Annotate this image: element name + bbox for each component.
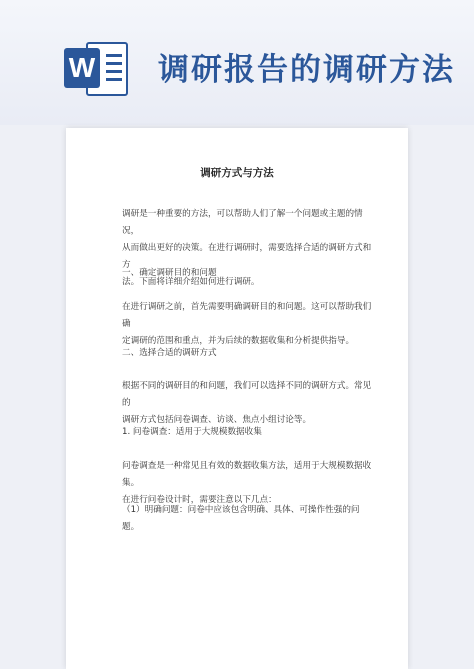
word-icon (64, 38, 130, 100)
text-line: 1. 问卷调查：适用于大规模数据收集 (122, 427, 262, 437)
section-heading-2 (122, 345, 372, 362)
document-page (66, 128, 408, 669)
subsection-heading-1 (122, 424, 372, 441)
text-line: 根据不同的调研目的和问题，我们可以选择不同的调研方式。常见的 (122, 381, 372, 408)
list-item-1 (122, 502, 372, 536)
text-line: 调研是一种重要的方法，可以帮助人们了解一个问题或主题的情况， (122, 209, 363, 236)
text-line: 在进行问卷设计时，需要注意以下几点： (122, 495, 277, 505)
banner-title: 调研报告的调研方法 (158, 52, 455, 88)
text-line: 在进行调研之前，首先需要明确调研目的和问题。这可以帮助我们确 (122, 302, 372, 329)
text-line: 法。下面将详细介绍如何进行调研。 (122, 277, 260, 287)
text-line: 调研方式包括问卷调查、访谈、焦点小组讨论等。 (122, 415, 312, 425)
word-logo-badge: W (64, 48, 100, 88)
text-line: 问卷调查是一种常见且有效的数据收集方法，适用于大规模数据收集。 (122, 461, 372, 488)
header-banner (0, 0, 474, 125)
paragraph-methods (122, 378, 372, 429)
text-line: 一、确定调研目的和问题 (122, 268, 217, 278)
text-line: 二、选择合适的调研方式 (122, 348, 217, 358)
text-line: （1）明确问题：问卷中应该包含明确、具体、可操作性强的问题。 (122, 505, 360, 532)
text-line: 从而做出更好的决策。在进行调研时，需要选择合适的调研方式和方 (122, 243, 372, 270)
paragraph-purpose (122, 299, 372, 350)
text-line: 定调研的范围和重点，并为后续的数据收集和分析提供指导。 (122, 336, 355, 346)
document-title: 调研方式与方法 (200, 167, 274, 179)
section-heading-1 (122, 265, 372, 282)
